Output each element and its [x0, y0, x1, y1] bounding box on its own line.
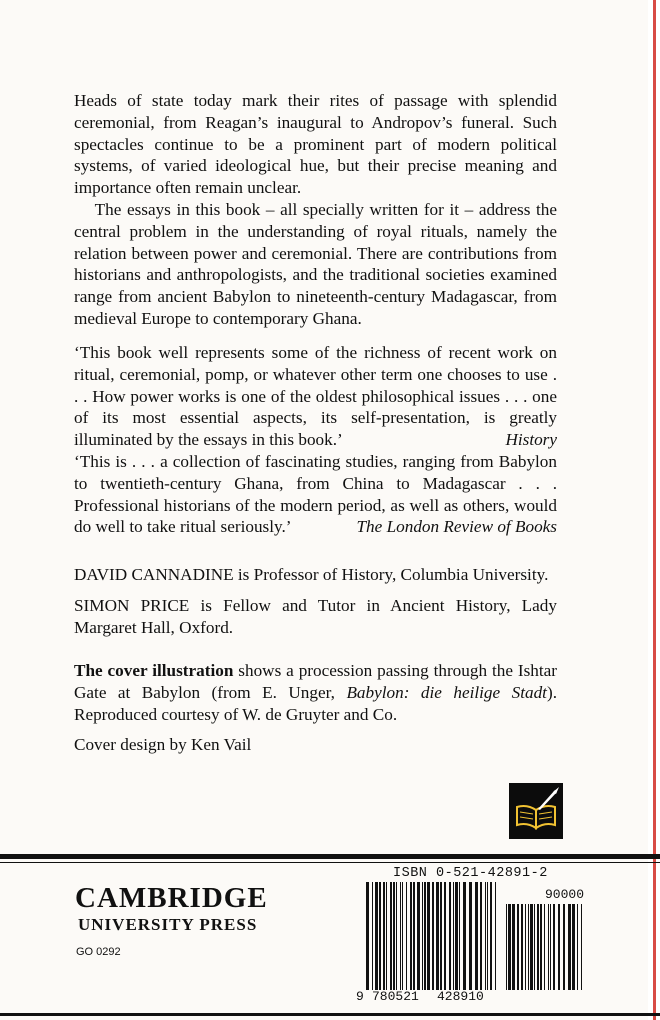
- barcode-bar: [383, 882, 385, 990]
- barcode-bar: [480, 882, 482, 990]
- barcode-bar: [410, 882, 412, 990]
- barcode-bar: [422, 882, 423, 990]
- review-text: ‘This book well represents some of the richness of recent work on ritual, ceremonial, pomp, or whatever other term one chooses to use . . . How power works is one of the oldest philosophical issues . . . one of its most essential aspects, its self-presentation, is greatly illuminated by the essays in this book.’: [74, 343, 557, 450]
- barcode-bar: [517, 904, 519, 990]
- barcode-bar: [402, 882, 403, 990]
- publisher-subtitle: UNIVERSITY PRESS: [78, 915, 258, 934]
- barcode-bar: [508, 904, 511, 990]
- barcode-bar: [506, 904, 507, 990]
- barcode-bar: [372, 882, 373, 990]
- blurb-paragraph: Heads of state today mark their rites of passage with splendid ceremonial, from Reagan’s inaugural to Andropov’s funeral. Such spectacles continue to be a prominent part of modern political systems, of varied ideological hue, but their precise meaning and importance often remain unclear.: [74, 91, 557, 198]
- cover-illustration-lead: The cover illustration: [74, 661, 234, 680]
- barcode-bar: [553, 904, 555, 990]
- barcode-bar: [537, 904, 539, 990]
- barcode-bar: [577, 904, 578, 990]
- ean-right-digits: 428910: [437, 989, 484, 1004]
- barcode-bar: [572, 904, 575, 990]
- cover-note-text: shows a procession passing through the Ishtar Gate at Babylon (from E. Unger,: [74, 661, 557, 702]
- barcode-bar: [490, 882, 492, 990]
- barcode-bar: [424, 882, 426, 990]
- barcode-bar: [406, 882, 407, 990]
- barcode-bar: [449, 882, 451, 990]
- review-source: History: [505, 430, 557, 450]
- barcode-bar: [444, 882, 446, 990]
- barcode-bar: [469, 882, 472, 990]
- barcode-bar: [417, 882, 420, 990]
- price-code-digits: 90000: [545, 887, 585, 902]
- review-text: ‘This is . . . a collection of fascinating studies, ranging from Babylon to twentieth-century Ghana, from China to Madagascar . . . Professional historians of the modern period, as well as others, would do well to take ritual seriously.’: [74, 451, 557, 537]
- barcode-bar: [455, 882, 458, 990]
- publisher-name: CAMBRIDGE: [75, 882, 268, 914]
- isbn-label: ISBN 0-521-42891-2: [393, 866, 548, 881]
- barcode-bar: [400, 882, 401, 990]
- barcode-bar: [413, 882, 415, 990]
- barcode-bar: [436, 882, 439, 990]
- barcode-bar: [581, 904, 582, 990]
- price-addon-bars: [506, 904, 582, 990]
- barcode-bar: [525, 904, 526, 990]
- barcode-bar: [558, 904, 560, 990]
- ean-left-digits: 780521: [372, 989, 419, 1004]
- barcode-bar: [366, 882, 369, 990]
- barcode-bar: [485, 882, 486, 990]
- barcode-bar: [528, 904, 529, 990]
- barcode-bar: [495, 882, 496, 990]
- barcode-bar: [550, 904, 551, 990]
- barcode-bar: [548, 904, 549, 990]
- barcode-bar: [568, 904, 571, 990]
- barcode-bar: [390, 882, 392, 990]
- barcode-bar: [475, 882, 478, 990]
- barcode-bar: [512, 904, 515, 990]
- barcode-bar: [463, 882, 466, 990]
- ean-first-digit: 9: [356, 989, 364, 1004]
- barcode-bar: [563, 904, 565, 990]
- barcode-bar: [386, 882, 387, 990]
- barcode-bar: [540, 904, 542, 990]
- barcode-bar: [393, 882, 395, 990]
- barcode-bar: [534, 904, 535, 990]
- barcode-bar: [375, 882, 378, 990]
- barcode-bar: [521, 904, 523, 990]
- barcode-bar: [396, 882, 397, 990]
- barcode-bar: [544, 904, 545, 990]
- cover-source-title: Babylon: die heilige Stadt: [346, 682, 547, 702]
- product-code: GO 0292: [76, 946, 121, 958]
- barcode-bar: [459, 882, 460, 990]
- barcode-bar: [487, 882, 488, 990]
- barcode-bar: [530, 904, 533, 990]
- barcode-bar: [440, 882, 442, 990]
- review-source: The London Review of Books: [356, 517, 557, 537]
- barcode-bar: [453, 882, 454, 990]
- author-bio: SIMON PRICE is Fellow and Tutor in Ancient History, Lady Margaret Hall, Oxford.: [74, 595, 557, 637]
- author-bio: DAVID CANNADINE is Professor of History, Columbia University.: [74, 565, 549, 584]
- barcode-bar: [432, 882, 434, 990]
- barcode-bar: [427, 882, 430, 990]
- cover-note-text-end: ). Reproduced courtesy of W. de Gruyter and Co.: [74, 682, 557, 724]
- ean-barcode-bars: [366, 882, 496, 990]
- cover-design-credit: Cover design by Ken Vail: [74, 735, 252, 755]
- barcode-bar: [379, 882, 381, 990]
- blurb-paragraph: The essays in this book – all specially written for it – address the central problem in the understanding of royal rituals, namely the relation between power and ceremonial. There are contributions from historians and anthropologists, and the traditional societies examined range from ancient Babylon to nineteenth-century Madagascar, from medieval Europe to contemporary Ghana.: [74, 199, 557, 328]
